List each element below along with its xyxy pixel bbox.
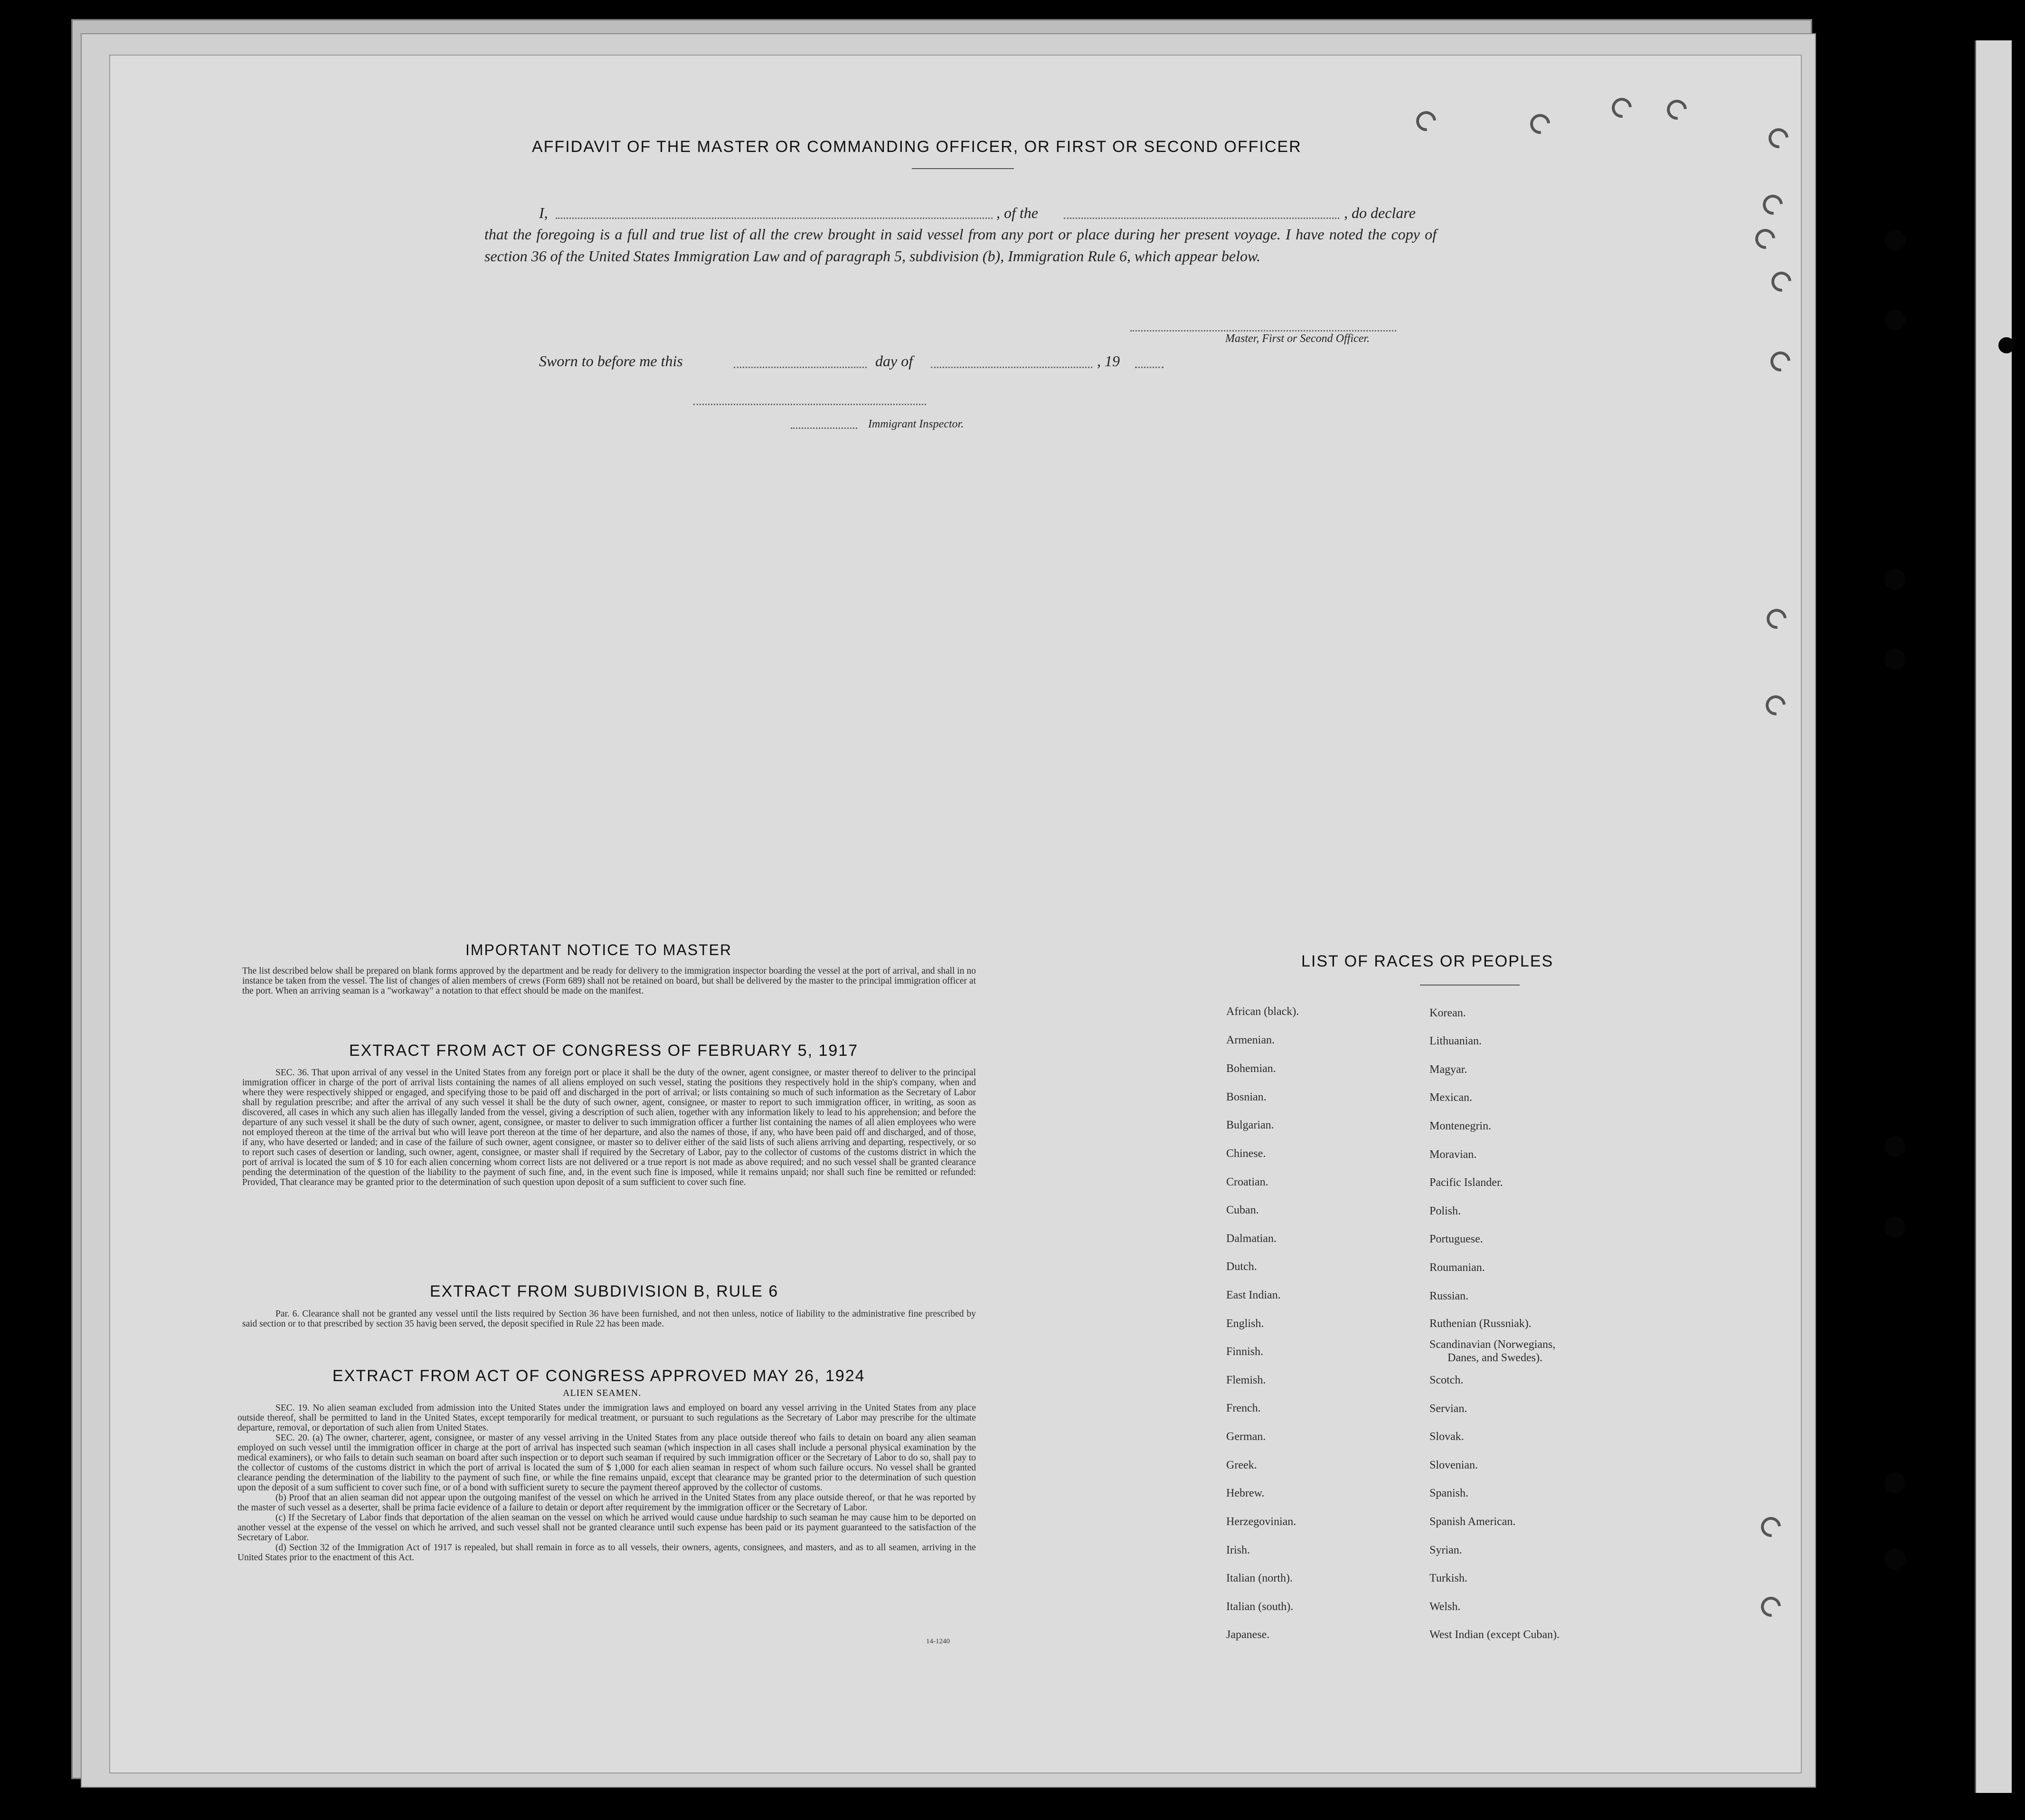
race-item: Slovak.	[1429, 1431, 1464, 1443]
race-item: Danes, and Swedes).	[1448, 1352, 1542, 1364]
race-item: Japanese.	[1226, 1629, 1270, 1641]
race-item: English.	[1226, 1318, 1264, 1330]
race-item: Polish.	[1429, 1205, 1461, 1217]
race-item: Ruthenian (Russniak).	[1429, 1318, 1532, 1330]
race-item: Croatian.	[1226, 1176, 1268, 1188]
race-item: African (black).	[1226, 1005, 1299, 1018]
extract-1924-subtitle: ALIEN SEAMEN.	[563, 1388, 642, 1398]
extract-1924-sec20c: (c) If the Secretary of Labor finds that deportation of the alien seaman on the vessel on which he arrived would cause undue hardship to such seaman he may cause him to be deported on another vessel at the expense of the vessel on which he arrived, and such vessel shall not be granted clearance until such expense has been paid or its payment guaranteed to the satisfaction of the Secretary of Labor.	[237, 1513, 976, 1543]
race-item: Dutch.	[1226, 1261, 1257, 1273]
race-item: Korean.	[1429, 1007, 1466, 1019]
race-item: Syrian.	[1429, 1544, 1462, 1556]
race-item: Bohemian.	[1226, 1062, 1276, 1075]
form-number: 14-1240	[926, 1638, 950, 1645]
race-item: Pacific Islander.	[1429, 1176, 1503, 1189]
affidavit-rule	[912, 168, 1014, 169]
inspector-label: Immigrant Inspector.	[868, 418, 964, 430]
race-item: Greek.	[1226, 1459, 1257, 1471]
punch-hole	[1884, 1217, 1905, 1238]
race-item: Magyar.	[1429, 1063, 1467, 1076]
affidavit-statement: that the foregoing is a full and true list of all the crew brought in said vessel from any port or place during her present voyage. I have noted the copy of section 36 of the United States Immigration Law and of paragraph 5, subdivision (b), Immigration Rule 6, which appear below.	[484, 226, 1437, 265]
punch-hole	[1884, 649, 1905, 670]
inspector-signature-lead	[791, 427, 857, 429]
race-item: Spanish American.	[1429, 1516, 1516, 1528]
extract-1924-title: EXTRACT FROM ACT OF CONGRESS APPROVED MAY 26, 1924	[332, 1367, 865, 1385]
race-item: Spanish.	[1429, 1487, 1469, 1499]
extract-1924-sec20d: (d) Section 32 of the Immigration Act of 1917 is repealed, but shall remain in force as to all vessels, their owners, agents, consignees, and masters, and as to all seamen, arriving in the United States prior to the enactment of this Act.	[237, 1543, 976, 1563]
affidavit-i-label: I,	[539, 204, 548, 221]
race-item: Hebrew.	[1226, 1487, 1265, 1499]
race-item: West Indian (except Cuban).	[1429, 1629, 1560, 1641]
race-item: Scotch.	[1429, 1374, 1464, 1386]
race-item: Russian.	[1429, 1290, 1469, 1302]
race-item: Herzegovinian.	[1226, 1516, 1296, 1528]
officer-signature-line[interactable]	[1130, 330, 1396, 332]
extract-1924-sec19: SEC. 19. No alien seaman excluded from admission into the United States under the immigration laws and employed on board any vessel arriving in the United States from any place outside thereof, shall be permitted to land in the United States, except temporarily for medical treatment, or pursuant to such regulations as the Secretary of Labor may prescribe for the ultimate departure, removal, or deportation of such alien from United States.	[237, 1403, 976, 1433]
punch-hole	[1884, 1136, 1905, 1157]
sworn-month-blank[interactable]	[931, 367, 1092, 368]
race-item: Armenian.	[1226, 1034, 1275, 1046]
punch-hole	[1884, 230, 1905, 251]
inspector-signature-line[interactable]	[693, 404, 926, 405]
race-item: Montenegrin.	[1429, 1120, 1491, 1132]
sworn-year-blank[interactable]	[1135, 367, 1164, 368]
punch-hole	[1998, 337, 2015, 353]
punch-hole	[1884, 1472, 1905, 1493]
affidavit-title: AFFIDAVIT OF THE MASTER OR COMMANDING OFFICER, OR FIRST OR SECOND OFFICER	[532, 138, 1302, 156]
notice-title: IMPORTANT NOTICE TO MASTER	[465, 941, 732, 958]
race-item: Chinese.	[1226, 1147, 1266, 1160]
extract-1924-body	[237, 1403, 976, 1563]
race-item: Portuguese.	[1429, 1233, 1483, 1245]
races-title: LIST OF RACES OR PEOPLES	[1301, 952, 1554, 970]
master-name-blank[interactable]	[556, 218, 993, 219]
race-item: Moravian.	[1429, 1148, 1477, 1161]
affidavit-declare-label: , do declare	[1344, 204, 1416, 221]
race-item: Bulgarian.	[1226, 1119, 1274, 1131]
sworn-day-blank[interactable]	[734, 367, 867, 368]
race-item: Italian (north).	[1226, 1572, 1293, 1584]
extract-1924-sec20a: SEC. 20. (a) The owner, charterer, agent, consignee, or master of any vessel arriving in the United States from any place outside thereof who fails to detain on board any alien seaman employed on such vessel until the immigration officer in charge at the port of arrival has inspected such seaman (which inspection in all cases shall include a personal physical examination by the medical examiners), or who fails to detain such seaman on board after such inspection or to deport such seaman if required by such immigration officer or the Secretary of Labor to do so, shall pay to the collector of customs of the customs district in which the port of arrival is located the sum of $ 1,000 for each alien seaman in respect of whom such failure occurs. No vessel shall be granted clearance pending the determination of the liability to the payment of such fine, or while the fine remains unpaid, except that clearance may be granted prior to the determination of such question upon the deposit of a sum sufficient to cover such fine, or of a bond with sufficient surety to secure the payment thereof approved by the collector of customs.	[237, 1433, 976, 1493]
race-item: Irish.	[1226, 1544, 1250, 1556]
race-item: Flemish.	[1226, 1374, 1266, 1386]
race-item: Italian (south).	[1226, 1601, 1294, 1613]
affidavit-of-the-label: , of the	[996, 204, 1038, 221]
race-item: Cuban.	[1226, 1204, 1259, 1216]
vessel-name-blank[interactable]	[1064, 218, 1339, 219]
race-item: Roumanian.	[1429, 1261, 1485, 1274]
race-item: Servian.	[1429, 1403, 1467, 1415]
race-item: Dalmatian.	[1226, 1232, 1277, 1245]
race-item: East Indian.	[1226, 1289, 1281, 1301]
race-item: Welsh.	[1429, 1601, 1461, 1613]
race-item: Lithuanian.	[1429, 1035, 1482, 1047]
race-item: Turkish.	[1429, 1572, 1467, 1584]
officer-signature-label: Master, First or Second Officer.	[1225, 332, 1370, 345]
notice-text: The list described below shall be prepared on blank forms approved by the department and be ready for delivery to the immigration inspector boarding the vessel at the port of arrival, and shall in no instance be taken from the vessel. The list of changes of alien members of crews (Form 689) shall not be retained on board, but shall be delivered by the master to the principal immigration officer at the port. When an arriving seaman is a "workaway" a notation to that effect should be made on the manifest.	[242, 966, 976, 996]
punch-hole	[1884, 310, 1905, 331]
race-item: Bosnian.	[1226, 1091, 1267, 1103]
extract-1917-text: SEC. 36. That upon arrival of any vessel in the United States from any foreign port or place it shall be the duty of the owner, agent consignee, or master thereof to deliver to the principal immigration officer in charge of the port of arrival lists containing the names of all aliens employed on such vessel, stating the positions they respectively hold in the ship's company, when and where they were respectively shipped or engaged, and specifying those to be paid off and discharged in the port of arrival; or lists containing so much of such information as the Secretary of Labor shall by regulation prescribe; and after the arrival of any such vessel it shall be the duty of such owner, agent, consignee, or master to report to such immigration officer, in writing, as soon as discovered, all cases in which any such alien has illegally landed from the vessel, giving a description of such alien, together with any information likely to lead to his apprehension; and before the departure of any such vessel it shall be the duty of such owner, agent, consignee, or master to deliver to such immigration officer a further list containing the names of all alien employees who were not employed thereon at the time of the arrival but who will leave port thereon at the time of her departure, and also the names of those, if any, who have been paid off and discharged, and of those, if any, who have deserted or landed; and in case of the failure of such owner, agent consignee, or master so to deliver either of the said lists of such aliens arriving and departing, respectively, or so to report such cases of desertion or landing, such owner, agent, consignee, or master shall if required by the Secretary of Labor, pay to the collector of customs of the customs district in which the port of arrival is located the sum of $ 10 for each alien concerning whom correct lists are not delivered or a true report is not made as above required; and no such vessel shall be granted clearance pending the determination of the question of the liability to the payment of such fine, and, in the event such fine is imposed, while it remains unpaid; nor shall such fine be remitted or refunded: Provided, That clearance may be granted prior to the determination of such question upon deposit of a sum sufficient to cover such fine.	[242, 1068, 976, 1187]
race-item: French.	[1226, 1402, 1261, 1414]
races-rule	[1420, 985, 1520, 986]
race-item: Slovenian.	[1429, 1459, 1478, 1471]
year-label: , 19	[1097, 352, 1120, 370]
extract-rule6-title: EXTRACT FROM SUBDIVISION B, RULE 6	[430, 1282, 779, 1300]
race-item: Mexican.	[1429, 1091, 1472, 1104]
punch-hole	[1884, 1548, 1905, 1569]
punch-hole	[1884, 569, 1905, 590]
day-of-label: day of	[875, 352, 913, 370]
sworn-label: Sworn to before me this	[539, 352, 683, 370]
extract-rule6-text: Par. 6. Clearance shall not be granted any vessel until the lists required by Section 36 have been furnished, and not then unless, notice of liability to the administrative fine prescribed by said section or to that prescribed by section 35 havig been served, the deposit specified in Rule 22 has been made.	[242, 1309, 976, 1329]
race-item: German.	[1226, 1431, 1266, 1443]
race-item: Finnish.	[1226, 1346, 1264, 1358]
extract-1917-title: EXTRACT FROM ACT OF CONGRESS OF FEBRUARY 5, 1917	[349, 1042, 859, 1060]
right-edge-strip	[1975, 40, 2012, 1793]
race-item: Scandinavian (Norwegians,	[1429, 1338, 1556, 1351]
extract-1924-sec20b: (b) Proof that an alien seaman did not appear upon the outgoing manifest of the vessel on which he arrived in the United States from any place outside thereof, or that he was reported by the master of such vessel as a deserter, shall be prima facie evidence of a failure to detain or deport after requirement by the immigration officer or the Secretary of Labor.	[237, 1493, 976, 1513]
